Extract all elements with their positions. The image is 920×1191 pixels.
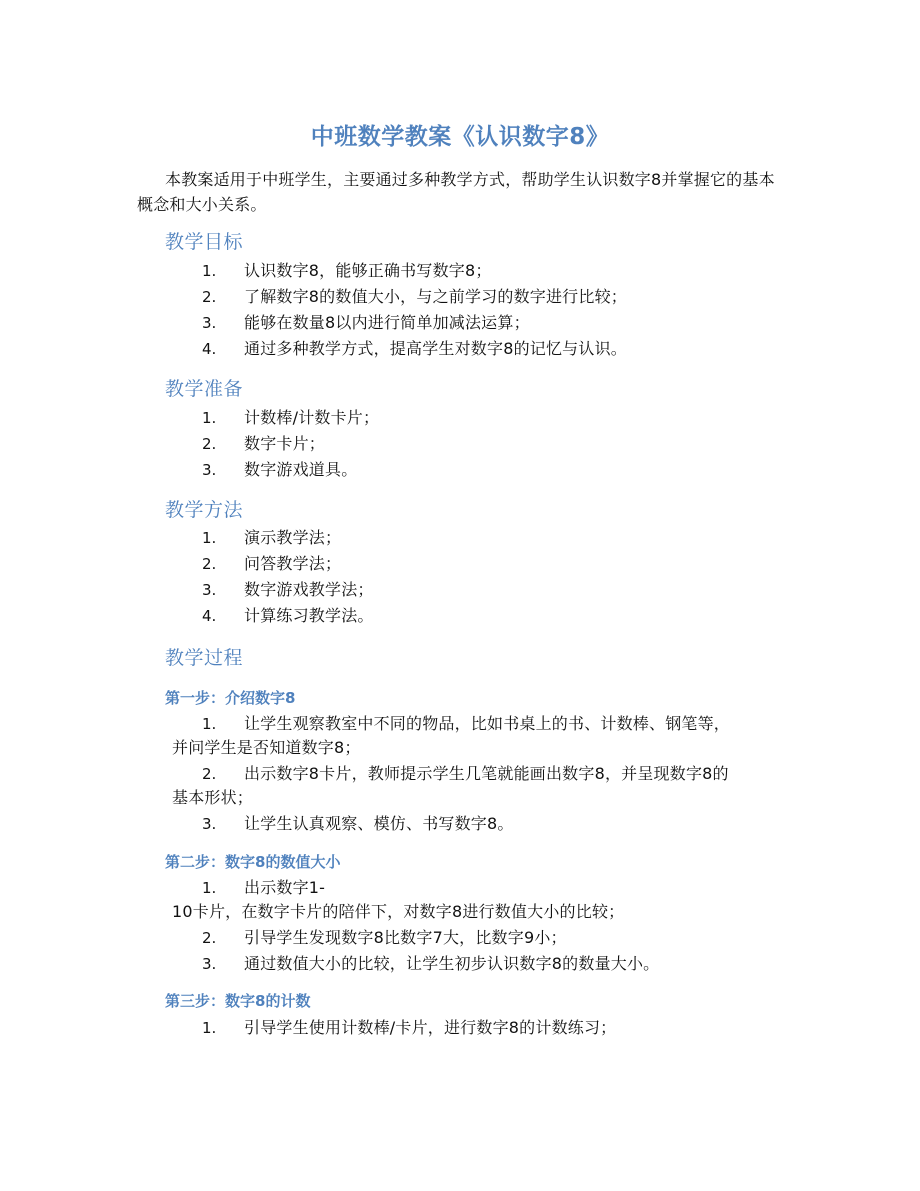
list-text: 引导学生发现数字8比数字7大，比数字9小； [244, 928, 567, 947]
step-heading-2: 第二步：数字8的数值大小 [165, 853, 341, 871]
list-text: 能够在数量8以内进行简单加减法运算； [244, 313, 530, 332]
list-text: 问答教学法； [244, 554, 342, 573]
list-text: 了解数字8的数值大小，与之前学习的数字进行比较； [244, 287, 627, 306]
list-text: 计数棒/计数卡片； [244, 408, 380, 427]
list-text: 演示教学法； [244, 528, 342, 547]
list-number: 4. [202, 607, 217, 625]
list-text: 数字卡片； [244, 434, 326, 453]
list-number: 1. [202, 1019, 217, 1037]
list-number: 2. [202, 555, 217, 573]
list-text: 出示数字8卡片，教师提示学生几笔就能画出数字8，并呈现数字8的 [244, 764, 729, 783]
list-number: 3. [202, 955, 217, 973]
section-heading-process: 教学过程 [165, 647, 244, 669]
list-number: 2. [202, 288, 217, 306]
list-number: 3. [202, 815, 217, 833]
intro-paragraph: 本教案适用于中班学生，主要通过多种教学方式，帮助学生认识数字8并掌握它的基本概念和大小关系。 [137, 170, 775, 214]
list-number: 3. [202, 461, 217, 479]
list-number: 1. [202, 529, 217, 547]
list-text: 认识数字8，能够正确书写数字8； [244, 261, 492, 280]
list-number: 1. [202, 879, 217, 897]
list-text: 让学生观察教室中不同的物品，比如书桌上的书、计数棒、钢笔等， [244, 714, 731, 733]
list-text: 通过多种教学方式，提高学生对数字8的记忆与认识。 [244, 339, 627, 358]
list-number: 1. [202, 262, 217, 280]
list-number: 2. [202, 929, 217, 947]
list-text: 出示数字1- [244, 878, 326, 897]
list-number: 2. [202, 765, 217, 783]
list-text: 引导学生使用计数棒/卡片，进行数字8的计数练习； [244, 1018, 617, 1037]
list-number: 2. [202, 435, 217, 453]
section-heading-objectives: 教学目标 [165, 231, 244, 253]
list-number: 4. [202, 340, 217, 358]
list-number: 1. [202, 715, 217, 733]
list-number: 3. [202, 581, 217, 599]
list-number: 1. [202, 409, 217, 427]
section-heading-preparation: 教学准备 [165, 378, 244, 400]
list-text-continuation: 10卡片，在数字卡片的陪伴下，对数字8进行数值大小的比较； [172, 902, 625, 921]
list-text: 数字游戏道具。 [244, 460, 358, 479]
list-text: 让学生认真观察、模仿、书写数字8。 [244, 814, 514, 833]
list-text: 计算练习教学法。 [244, 606, 374, 625]
list-text: 通过数值大小的比较，让学生初步认识数字8的数量大小。 [244, 954, 660, 973]
list-text-continuation: 基本形状； [172, 788, 254, 807]
section-heading-methods: 教学方法 [165, 499, 244, 521]
page-title: 中班数学教案《认识数字8》 [310, 124, 610, 150]
list-number: 3. [202, 314, 217, 332]
step-heading-1: 第一步：介绍数字8 [165, 689, 296, 707]
step-heading-3: 第三步：数字8的计数 [165, 992, 311, 1010]
list-text-continuation: 并问学生是否知道数字8； [172, 738, 361, 757]
list-text: 数字游戏教学法； [244, 580, 374, 599]
